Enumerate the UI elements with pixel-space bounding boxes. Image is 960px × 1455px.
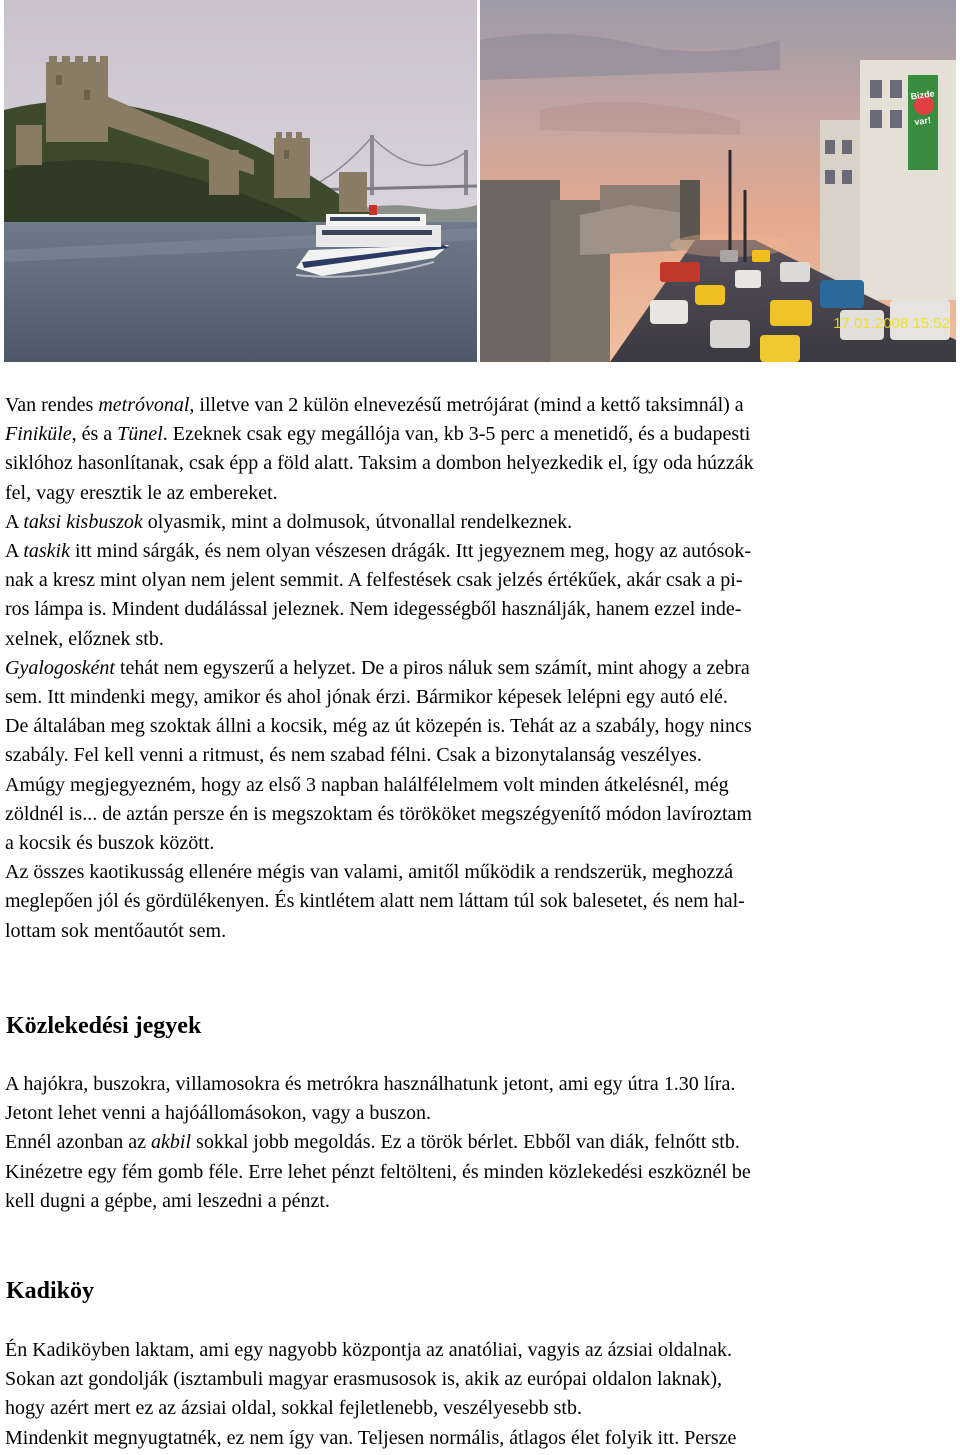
line: A hajókra, buszokra, villamosokra és metrókra használhatunk jetont, ami egy útra 1.30 líra. bbox=[5, 1073, 736, 1095]
line: Amúgy megjegyezném, hogy az első 3 napban halálfélelmem volt minden átkelésnél, még bbox=[5, 773, 729, 796]
line: A taksi kisbuszok olyasmik, mint a dolmusok, útvonallal rendelkeznek. bbox=[5, 510, 573, 533]
line: fel, vagy eresztik le az embereket. bbox=[5, 481, 278, 504]
line: xelnek, előznek stb. bbox=[5, 627, 164, 650]
transport-text bbox=[5, 391, 953, 946]
tickets-text bbox=[5, 1070, 953, 1216]
line: sem. Itt mindenki megy, amikor és ahol jónak érzi. Bármikor képesek lelépni egy autó elé. bbox=[5, 686, 728, 709]
line: zöldnél is... de aztán persze én is megszoktam és törököket megszégyenítő módon lavíroztam bbox=[5, 802, 752, 825]
banner bbox=[908, 75, 938, 170]
line: A taskik itt mind sárgák, és nem olyan vészesen drágák. Itt jegyeznem meg, hogy az autósok- bbox=[5, 540, 752, 563]
svg-text:var!: var! bbox=[913, 114, 932, 128]
line: Van rendes metróvonal, illetve van 2 külön elnevezésű metrójárat (mind a kettő taksimnál) a bbox=[5, 394, 744, 416]
photo-fortress-ferry bbox=[4, 0, 477, 362]
line: lottam sok mentőautót sem. bbox=[5, 919, 227, 942]
line: Kinézetre egy fém gomb féle. Erre lehet pénzt feltölteni, és minden közlekedési eszköznél be bbox=[5, 1160, 751, 1183]
line: Mindenkit megnyugtatnék, ez nem így van. Teljesen normális, átlagos élet folyik itt. Persze bbox=[5, 1426, 737, 1449]
line: Jetont lehet venni a hajóállomásokon, vagy a buszon. bbox=[5, 1102, 432, 1125]
line: siklóhoz hasonlítanak, csak épp a föld alatt. Taksim a dombon helyezkedik el, így oda húzzák bbox=[5, 452, 754, 475]
line: ros lámpa is. Mindent dudálással jeleznek. Nem idegességből használják, hanem ezzel inde- bbox=[5, 598, 742, 621]
banner-text: Bizde bbox=[909, 88, 936, 102]
line: Finiküle, és a Tünel. Ezeknek csak egy megállója van, kb 3-5 perc a menetidő, és a budapesti bbox=[5, 423, 751, 446]
line: nak a kresz mint olyan nem jelent semmit. A felfestések csak jelzés értékűek, akár csak a pi- bbox=[5, 569, 743, 592]
street-traffic-illustration bbox=[480, 0, 956, 362]
line: Gyalogosként tehát nem egyszerű a helyzet. De a piros náluk sem számít, mint ahogy a zebra bbox=[5, 656, 750, 679]
line: hogy azért mert ez az ázsiai oldal, sokkal fejletlenebb, veszélyesebb stb. bbox=[5, 1397, 582, 1420]
line: De általában meg szoktak állni a kocsik, még az út közepén is. Tehát az a szabály, hogy nincs bbox=[5, 715, 752, 738]
line: a kocsik és buszok között. bbox=[5, 832, 215, 855]
section-heading-kadikoy: Kadiköy bbox=[6, 1278, 95, 1304]
line: kell dugni a gépbe, ami leszedni a pénzt. bbox=[5, 1189, 330, 1212]
line: Én Kadiköyben laktam, ami egy nagyobb központja az anatóliai, vagyis az ázsiai oldalnak. bbox=[5, 1339, 732, 1361]
line: meglepően jól és gördülékenyen. És kintlétem alatt nem láttam túl sok balesetet, és nem hal- bbox=[5, 890, 745, 913]
line: Sokan azt gondolják (isztambuli magyar erasmusosok is, akik az európai oldalon laknak), bbox=[5, 1368, 723, 1391]
line: Ennél azonban az akbil sokkal jobb megoldás. Ez a török bérlet. Ebből van diák, felnőtt stb. bbox=[5, 1131, 740, 1154]
kadikoy-text bbox=[5, 1336, 953, 1453]
section-heading-tickets: Közlekedési jegyek bbox=[6, 1013, 202, 1039]
line: szabály. Fel kell venni a ritmust, és nem szabad félni. Csak a bizonytalanság veszélyes. bbox=[5, 744, 702, 767]
line: Az összes kaotikusság ellenére mégis van valami, amitől működik a rendszerük, meghozzá bbox=[5, 861, 734, 884]
fortress-ferry-illustration bbox=[4, 0, 477, 362]
photo-timestamp: 17.01.2008 15:52 bbox=[833, 315, 950, 332]
photo-street-traffic bbox=[480, 0, 956, 362]
